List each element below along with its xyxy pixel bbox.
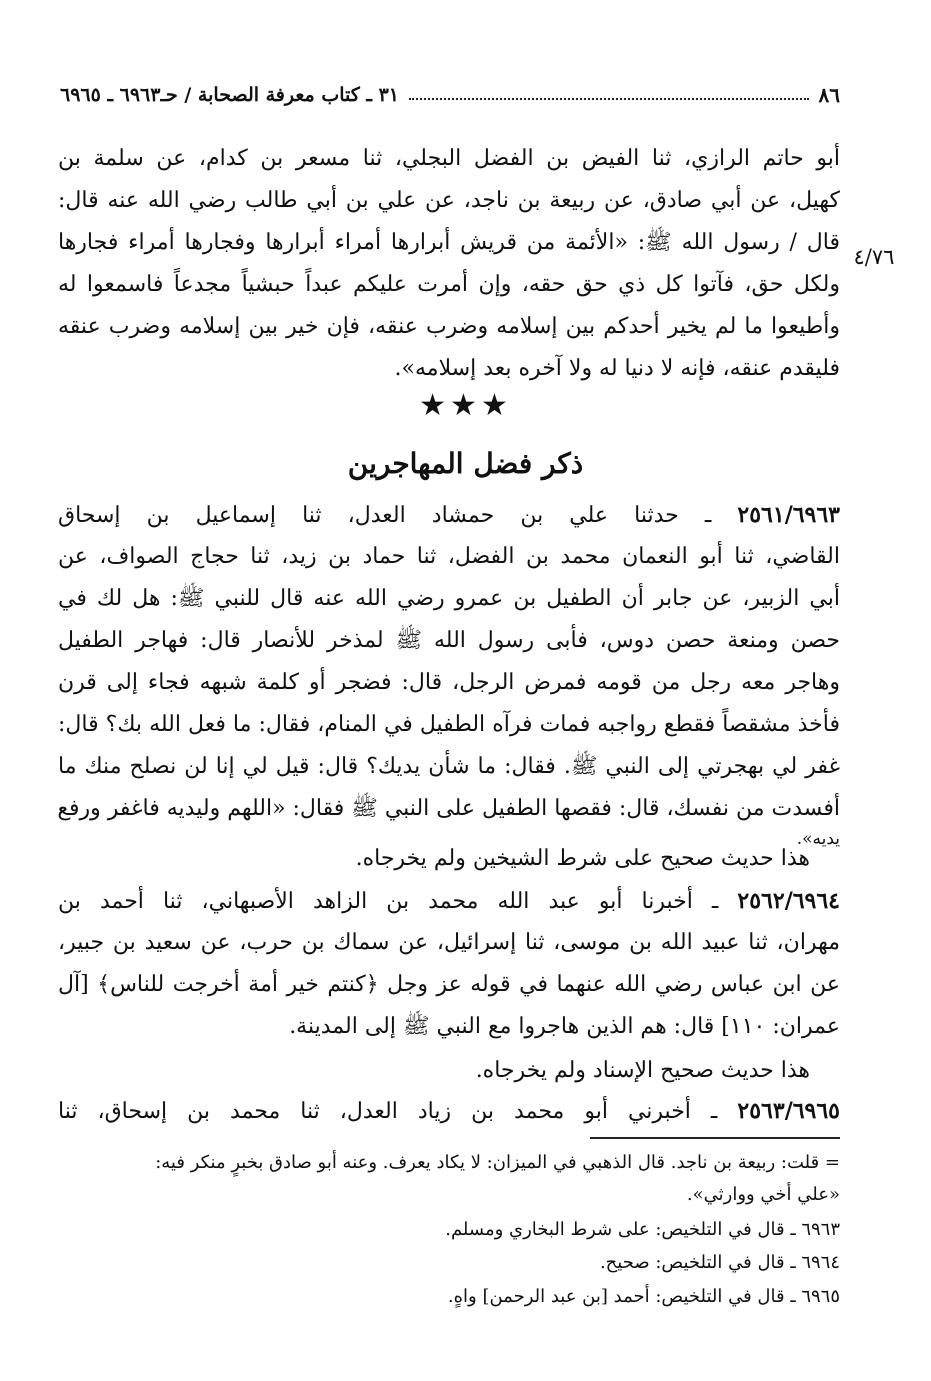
running-head: ٣١ ـ كتاب معرفة الصحابة / حـ٦٩٦٣ ـ ٦٩٦٥ <box>60 84 400 106</box>
hadith-verdict: هذا حديث صحيح على شرط الشيخين ولم يخرجاه. <box>355 846 810 871</box>
hadith-text: ـ أخبرنا أبو عبد الله محمد بن الزاهد الأصبهاني، ثنا أحمد بن <box>58 889 719 914</box>
hadith-number: ٢٥٦٢/٦٩٦٤ <box>737 888 840 914</box>
hadith-text: ـ حدثنا علي بن حمشاد العدل، ثنا إسماعيل بن إسحاق <box>58 503 712 528</box>
text-line: ولكل حق، فآتوا كل ذي حق حقه، وإن أمرت عليكم عبداً حبشياً مجدعاً فاسمعوا له <box>58 272 840 297</box>
page-number: ٨٦ <box>818 83 840 107</box>
text-line: القاضي، ثنا أبو النعمان محمد بن الفضل، ثنا حماد بن زيد، ثنا حجاج الصواف، عن <box>58 544 840 569</box>
text-line: وأطيعوا ما لم يخير أحدكم بين إسلامه وضرب عنقه، فإن خير بين إسلامه وضرب عنقه <box>58 314 840 339</box>
text-line: غفر لي بهجرتي إلى النبي ﷺ. فقال: ما شأن يديك؟ قال: قيل لي إنا لن نصلح منك ما <box>58 754 840 779</box>
text-line: أفسدت من نفسك، قال: فقصها الطفيل على النبي ﷺ فقال: «اللهم وليديه فاغفر ورفع <box>57 796 840 821</box>
footnote-line: ٦٩٦٤ ـ قال في التلخيص: صحيح. <box>599 1252 840 1273</box>
footnote-line: = قلت: ربيعة بن ناجد. قال الذهبي في الميزان: لا يكاد يعرف. وعنه أبو صادق بخبرٍ منكر فيه: <box>155 1152 840 1173</box>
text-line: مهران، ثنا عبيد الله بن موسى، ثنا إسرائيل، عن سماك بن حرب، عن سعيد بن جبير، <box>58 930 840 955</box>
hadith-text: ـ أخبرني أبو محمد بن زياد العدل، ثنا محمد بن إسحاق، ثنا <box>58 1099 718 1124</box>
text-line: وهاجر معه رجل من قومه فمرض الرجل، قال: فضجر أو كلمة شبهه فجاء إلى قرن <box>58 670 840 695</box>
text-line: أبو حاتم الرازي، ثنا الفيض بن الفضل البجلي، ثنا مسعر بن كدام، عن سلمة بن <box>58 146 840 171</box>
section-heading: ذكر فضل المهاجرين <box>347 447 584 480</box>
text-line: عن ابن عباس رضي الله عنهما في قوله عز وجل ﴿كنتم خير أمة أخرجت للناس﴾ [آل <box>58 972 840 997</box>
hadith-verdict: هذا حديث صحيح الإسناد ولم يخرجاه. <box>475 1058 810 1083</box>
text-line: قال / رسول الله ﷺ: «الأئمة من قريش أبرارها أمراء أبرارها وفجارها أمراء فجارها <box>58 230 840 255</box>
hadith-number: ٢٥٦٣/٦٩٦٥ <box>737 1098 840 1124</box>
page-header <box>60 78 840 112</box>
footnote-line: «علي أخي ووارثي». <box>686 1184 840 1205</box>
margin-reference: ٤/٧٦ <box>853 245 895 269</box>
text-line: عمران: ١١٠] قال: هم الذين هاجروا مع النبي ﷺ إلى المدينة. <box>289 1014 840 1039</box>
hadith-first-line <box>58 1090 840 1132</box>
hadith-first-line <box>58 880 840 922</box>
leader-dots <box>409 98 809 100</box>
footnote-line: ٦٩٦٥ ـ قال في التلخيص: أحمد [بن عبد الرحمن] واهٍ. <box>447 1286 840 1307</box>
text-line: حصن ومنعة حصن دوس، فأبى رسول الله ﷺ لمذخر للأنصار قال: فهاجر الطفيل <box>58 628 840 653</box>
text-line: أبي الزبير، عن جابر أن الطفيل بن عمرو رضي الله عنه قال للنبي ﷺ: هل لك في <box>58 586 840 611</box>
text-line: يديه». <box>796 829 840 849</box>
hadith-first-line <box>58 494 840 536</box>
text-line: فليقدم عنقه، فإنه لا دنيا له ولا آخره بعد إسلامه». <box>394 356 840 381</box>
footnote-line: ٦٩٦٣ ـ قال في التلخيص: على شرط البخاري ومسلم. <box>445 1219 840 1240</box>
hadith-number: ٢٥٦١/٦٩٦٣ <box>737 502 840 528</box>
footnote-separator <box>590 1137 840 1139</box>
section-divider-stars: ★★★ <box>419 388 512 423</box>
text-line: كهيل، عن أبي صادق، عن ربيعة بن ناجد، عن علي بن أبي طالب رضي الله عنه قال: <box>58 188 840 213</box>
text-line: فأخذ مشقصاً فقطع رواجبه فمات فرآه الطفيل في المنام، فقال: ما فعل الله بك؟ قال: <box>58 712 840 737</box>
